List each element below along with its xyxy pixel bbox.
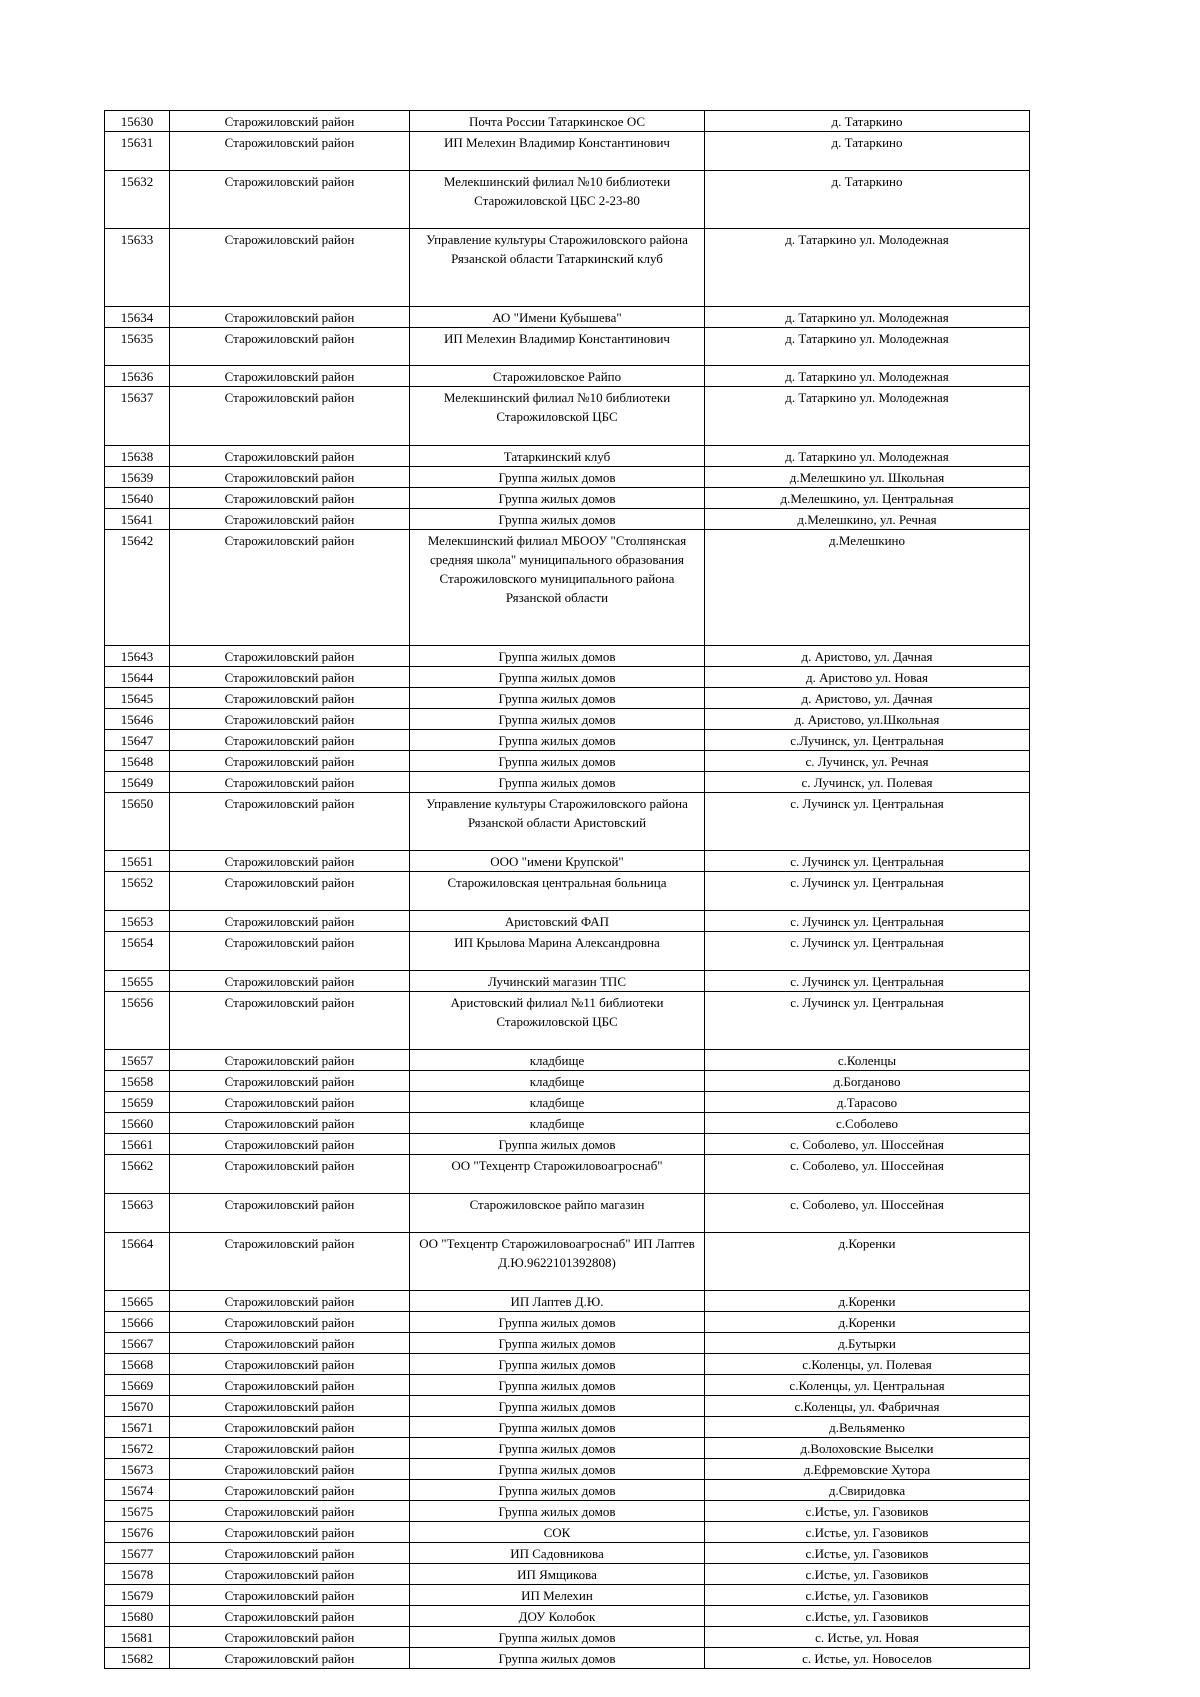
cell-district: Старожиловский район <box>170 466 410 487</box>
table-row <box>105 1605 1030 1626</box>
records-table <box>104 110 1030 1669</box>
cell-district: Старожиловский район <box>170 170 410 228</box>
cell-district: Старожиловский район <box>170 1437 410 1458</box>
cell-address: с. Соболево, ул. Шоссейная <box>705 1133 1030 1154</box>
cell-district: Старожиловский район <box>170 910 410 931</box>
cell-number: 15676 <box>105 1521 170 1542</box>
cell-number: 15682 <box>105 1647 170 1668</box>
cell-district: Старожиловский район <box>170 1626 410 1647</box>
records-table-body <box>105 111 1030 1669</box>
cell-number: 15669 <box>105 1374 170 1395</box>
cell-address: д.Коренки <box>705 1290 1030 1311</box>
cell-organization: Группа жилых домов <box>410 508 705 529</box>
cell-district: Старожиловский район <box>170 508 410 529</box>
cell-district: Старожиловский район <box>170 708 410 729</box>
cell-organization: Группа жилых домов <box>410 487 705 508</box>
cell-address: с. Истье, ул. Новая <box>705 1626 1030 1647</box>
cell-address: д. Татаркино ул. Молодежная <box>705 387 1030 445</box>
table-row <box>105 910 1030 931</box>
cell-number: 15645 <box>105 687 170 708</box>
cell-address: с.Коленцы, ул. Фабричная <box>705 1395 1030 1416</box>
cell-organization: Группа жилых домов <box>410 1395 705 1416</box>
cell-district: Старожиловский район <box>170 1154 410 1193</box>
cell-organization: Аристовский ФАП <box>410 910 705 931</box>
cell-organization: Управление культуры Старожиловского района Рязанской области Татаркинский клуб <box>410 228 705 306</box>
cell-district: Старожиловский район <box>170 1479 410 1500</box>
cell-number: 15650 <box>105 792 170 850</box>
table-row <box>105 1563 1030 1584</box>
cell-number: 15661 <box>105 1133 170 1154</box>
cell-organization: Мелекшинский филиал МБООУ "Столпянская средняя школа" муниципального образования Старожиловского муниципального района Рязанской области <box>410 529 705 645</box>
table-row <box>105 1626 1030 1647</box>
table-row <box>105 872 1030 911</box>
cell-address: д.Коренки <box>705 1311 1030 1332</box>
cell-address: д.Мелешкино ул. Школьная <box>705 466 1030 487</box>
cell-address: д.Коренки <box>705 1232 1030 1290</box>
table-row <box>105 851 1030 872</box>
cell-number: 15657 <box>105 1049 170 1070</box>
cell-district: Старожиловский район <box>170 750 410 771</box>
cell-district: Старожиловский район <box>170 1584 410 1605</box>
cell-number: 15670 <box>105 1395 170 1416</box>
cell-number: 15656 <box>105 991 170 1049</box>
cell-number: 15671 <box>105 1416 170 1437</box>
cell-address: с.Соболево <box>705 1112 1030 1133</box>
cell-district: Старожиловский район <box>170 687 410 708</box>
cell-number: 15649 <box>105 771 170 792</box>
cell-number: 15678 <box>105 1563 170 1584</box>
cell-number: 15634 <box>105 306 170 327</box>
cell-district: Старожиловский район <box>170 645 410 666</box>
cell-organization: Группа жилых домов <box>410 645 705 666</box>
cell-address: с. Истье, ул. Новоселов <box>705 1647 1030 1668</box>
cell-organization: Группа жилых домов <box>410 1437 705 1458</box>
cell-district: Старожиловский район <box>170 729 410 750</box>
table-row <box>105 1112 1030 1133</box>
cell-district: Старожиловский район <box>170 1070 410 1091</box>
cell-district: Старожиловский район <box>170 1395 410 1416</box>
cell-organization: ОО "Техцентр Старожиловоагроснаб" <box>410 1154 705 1193</box>
cell-address: д.Мелешкино, ул. Речная <box>705 508 1030 529</box>
table-row <box>105 529 1030 645</box>
cell-district: Старожиловский район <box>170 445 410 466</box>
table-row <box>105 666 1030 687</box>
table-row <box>105 445 1030 466</box>
cell-number: 15639 <box>105 466 170 487</box>
cell-address: с.Истье, ул. Газовиков <box>705 1584 1030 1605</box>
cell-number: 15666 <box>105 1311 170 1332</box>
cell-organization: кладбище <box>410 1049 705 1070</box>
cell-address: д.Мелешкино, ул. Центральная <box>705 487 1030 508</box>
cell-district: Старожиловский район <box>170 1521 410 1542</box>
cell-address: с. Соболево, ул. Шоссейная <box>705 1193 1030 1232</box>
cell-district: Старожиловский район <box>170 771 410 792</box>
table-row <box>105 1133 1030 1154</box>
cell-district: Старожиловский район <box>170 228 410 306</box>
cell-address: с. Лучинск ул. Центральная <box>705 991 1030 1049</box>
cell-organization: АО "Имени Кубышева" <box>410 306 705 327</box>
cell-district: Старожиловский район <box>170 387 410 445</box>
cell-district: Старожиловский район <box>170 1563 410 1584</box>
cell-address: с. Лучинск ул. Центральная <box>705 931 1030 970</box>
cell-number: 15681 <box>105 1626 170 1647</box>
cell-organization: Группа жилых домов <box>410 666 705 687</box>
cell-organization: кладбище <box>410 1112 705 1133</box>
cell-number: 15632 <box>105 170 170 228</box>
table-row <box>105 327 1030 366</box>
cell-address: д. Татаркино <box>705 132 1030 171</box>
cell-district: Старожиловский район <box>170 792 410 850</box>
table-row <box>105 1521 1030 1542</box>
cell-number: 15641 <box>105 508 170 529</box>
cell-district: Старожиловский район <box>170 487 410 508</box>
cell-address: с.Истье, ул. Газовиков <box>705 1563 1030 1584</box>
cell-address: с. Лучинск ул. Центральная <box>705 910 1030 931</box>
cell-district: Старожиловский район <box>170 1500 410 1521</box>
cell-number: 15677 <box>105 1542 170 1563</box>
cell-address: с.Лучинск, ул. Центральная <box>705 729 1030 750</box>
cell-district: Старожиловский район <box>170 1542 410 1563</box>
cell-address: д.Волоховские Выселки <box>705 1437 1030 1458</box>
cell-organization: Группа жилых домов <box>410 1374 705 1395</box>
cell-organization: СОК <box>410 1521 705 1542</box>
cell-number: 15664 <box>105 1232 170 1290</box>
cell-address: с. Лучинск ул. Центральная <box>705 851 1030 872</box>
cell-number: 15675 <box>105 1500 170 1521</box>
cell-organization: Старожиловская центральная больница <box>410 872 705 911</box>
cell-district: Старожиловский район <box>170 1193 410 1232</box>
cell-district: Старожиловский район <box>170 991 410 1049</box>
cell-number: 15679 <box>105 1584 170 1605</box>
cell-address: д.Богданово <box>705 1070 1030 1091</box>
cell-organization: Группа жилых домов <box>410 687 705 708</box>
table-row <box>105 1416 1030 1437</box>
cell-organization: Группа жилых домов <box>410 1458 705 1479</box>
cell-district: Старожиловский район <box>170 1049 410 1070</box>
cell-number: 15652 <box>105 872 170 911</box>
cell-organization: Старожиловское Райпо <box>410 366 705 387</box>
cell-district: Старожиловский район <box>170 132 410 171</box>
cell-district: Старожиловский район <box>170 1416 410 1437</box>
cell-number: 15668 <box>105 1353 170 1374</box>
table-row <box>105 1500 1030 1521</box>
cell-address: д. Аристово, ул. Дачная <box>705 645 1030 666</box>
cell-district: Старожиловский район <box>170 1332 410 1353</box>
table-row <box>105 1542 1030 1563</box>
cell-number: 15655 <box>105 970 170 991</box>
cell-address: с.Коленцы, ул. Полевая <box>705 1353 1030 1374</box>
cell-number: 15651 <box>105 851 170 872</box>
cell-organization: Группа жилых домов <box>410 1311 705 1332</box>
table-row <box>105 132 1030 171</box>
cell-organization: Группа жилых домов <box>410 1626 705 1647</box>
table-row <box>105 1647 1030 1668</box>
cell-number: 15638 <box>105 445 170 466</box>
cell-district: Старожиловский район <box>170 1374 410 1395</box>
cell-organization: Аристовский филиал №11 библиотеки Старожиловской ЦБС <box>410 991 705 1049</box>
cell-organization: кладбище <box>410 1070 705 1091</box>
cell-number: 15646 <box>105 708 170 729</box>
cell-organization: Мелекшинский филиал №10 библиотеки Старожиловской ЦБС 2-23-80 <box>410 170 705 228</box>
cell-number: 15665 <box>105 1290 170 1311</box>
table-row <box>105 487 1030 508</box>
cell-organization: Группа жилых домов <box>410 1500 705 1521</box>
table-row <box>105 170 1030 228</box>
cell-district: Старожиловский район <box>170 1647 410 1668</box>
cell-number: 15654 <box>105 931 170 970</box>
cell-address: с.Истье, ул. Газовиков <box>705 1500 1030 1521</box>
cell-district: Старожиловский район <box>170 306 410 327</box>
cell-address: д. Татаркино ул. Молодежная <box>705 366 1030 387</box>
cell-organization: ИП Лаптев Д.Ю. <box>410 1290 705 1311</box>
table-row <box>105 1458 1030 1479</box>
cell-organization: Группа жилых домов <box>410 466 705 487</box>
cell-organization: Группа жилых домов <box>410 771 705 792</box>
cell-organization: кладбище <box>410 1091 705 1112</box>
table-row <box>105 1091 1030 1112</box>
cell-district: Старожиловский район <box>170 1133 410 1154</box>
table-row <box>105 708 1030 729</box>
table-row <box>105 931 1030 970</box>
cell-number: 15647 <box>105 729 170 750</box>
cell-organization: ИП Крылова Марина Александровна <box>410 931 705 970</box>
cell-address: д.Ефремовские Хутора <box>705 1458 1030 1479</box>
cell-district: Старожиловский район <box>170 851 410 872</box>
cell-number: 15672 <box>105 1437 170 1458</box>
cell-address: д. Татаркино ул. Молодежная <box>705 228 1030 306</box>
cell-district: Старожиловский район <box>170 1605 410 1626</box>
cell-number: 15658 <box>105 1070 170 1091</box>
table-row <box>105 970 1030 991</box>
table-row <box>105 306 1030 327</box>
cell-district: Старожиловский район <box>170 366 410 387</box>
table-row <box>105 111 1030 132</box>
cell-organization: Группа жилых домов <box>410 1353 705 1374</box>
cell-address: с.Коленцы, ул. Центральная <box>705 1374 1030 1395</box>
cell-number: 15631 <box>105 132 170 171</box>
cell-address: д. Аристово ул. Новая <box>705 666 1030 687</box>
cell-address: с.Истье, ул. Газовиков <box>705 1521 1030 1542</box>
cell-organization: ИП Ямщикова <box>410 1563 705 1584</box>
table-row <box>105 750 1030 771</box>
cell-address: д.Мелешкино <box>705 529 1030 645</box>
cell-organization: Группа жилых домов <box>410 750 705 771</box>
cell-address: д. Аристово, ул.Школьная <box>705 708 1030 729</box>
cell-number: 15674 <box>105 1479 170 1500</box>
table-row <box>105 1290 1030 1311</box>
cell-address: д.Вельяменко <box>705 1416 1030 1437</box>
cell-number: 15648 <box>105 750 170 771</box>
cell-district: Старожиловский район <box>170 327 410 366</box>
cell-number: 15662 <box>105 1154 170 1193</box>
cell-district: Старожиловский район <box>170 931 410 970</box>
cell-number: 15637 <box>105 387 170 445</box>
cell-district: Старожиловский район <box>170 666 410 687</box>
cell-number: 15636 <box>105 366 170 387</box>
cell-district: Старожиловский район <box>170 529 410 645</box>
cell-number: 15635 <box>105 327 170 366</box>
cell-address: с.Истье, ул. Газовиков <box>705 1605 1030 1626</box>
table-row <box>105 466 1030 487</box>
cell-organization: Группа жилых домов <box>410 1479 705 1500</box>
cell-number: 15630 <box>105 111 170 132</box>
cell-organization: ООО "имени Крупской" <box>410 851 705 872</box>
cell-organization: Группа жилых домов <box>410 729 705 750</box>
cell-organization: ИП Мелехин Владимир Константинович <box>410 327 705 366</box>
cell-address: д.Свиридовка <box>705 1479 1030 1500</box>
cell-number: 15640 <box>105 487 170 508</box>
cell-district: Старожиловский район <box>170 970 410 991</box>
table-row <box>105 1232 1030 1290</box>
table-row <box>105 1154 1030 1193</box>
cell-organization: Татаркинский клуб <box>410 445 705 466</box>
cell-organization: ИП Садовникова <box>410 1542 705 1563</box>
cell-organization: Группа жилых домов <box>410 1416 705 1437</box>
table-row <box>105 792 1030 850</box>
cell-address: с. Лучинск ул. Центральная <box>705 970 1030 991</box>
cell-number: 15653 <box>105 910 170 931</box>
cell-number: 15680 <box>105 1605 170 1626</box>
cell-address: д. Татаркино ул. Молодежная <box>705 445 1030 466</box>
table-row <box>105 645 1030 666</box>
table-row <box>105 366 1030 387</box>
cell-address: с. Соболево, ул. Шоссейная <box>705 1154 1030 1193</box>
table-row <box>105 729 1030 750</box>
cell-organization: Группа жилых домов <box>410 1133 705 1154</box>
cell-organization: Управление культуры Старожиловского района Рязанской области Аристовский <box>410 792 705 850</box>
cell-organization: Старожиловское райпо магазин <box>410 1193 705 1232</box>
table-row <box>105 1311 1030 1332</box>
table-row <box>105 991 1030 1049</box>
table-row <box>105 1374 1030 1395</box>
cell-address: с.Истье, ул. Газовиков <box>705 1542 1030 1563</box>
cell-address: д. Татаркино <box>705 170 1030 228</box>
table-row <box>105 1584 1030 1605</box>
cell-district: Старожиловский район <box>170 1290 410 1311</box>
cell-organization: Группа жилых домов <box>410 1332 705 1353</box>
cell-district: Старожиловский район <box>170 1232 410 1290</box>
cell-number: 15633 <box>105 228 170 306</box>
cell-address: с. Лучинск ул. Центральная <box>705 872 1030 911</box>
cell-number: 15643 <box>105 645 170 666</box>
cell-organization: ИП Мелехин <box>410 1584 705 1605</box>
cell-district: Старожиловский район <box>170 1458 410 1479</box>
cell-number: 15642 <box>105 529 170 645</box>
cell-organization: Мелекшинский филиал №10 библиотеки Старожиловской ЦБС <box>410 387 705 445</box>
cell-address: с.Коленцы <box>705 1049 1030 1070</box>
cell-organization: ДОУ Колобок <box>410 1605 705 1626</box>
cell-number: 15659 <box>105 1091 170 1112</box>
cell-address: с. Лучинск, ул. Полевая <box>705 771 1030 792</box>
table-row <box>105 1049 1030 1070</box>
cell-number: 15644 <box>105 666 170 687</box>
cell-organization: Лучинский магазин ТПС <box>410 970 705 991</box>
cell-number: 15663 <box>105 1193 170 1232</box>
table-row <box>105 1193 1030 1232</box>
cell-address: д.Тарасово <box>705 1091 1030 1112</box>
cell-address: д. Татаркино ул. Молодежная <box>705 306 1030 327</box>
cell-address: с. Лучинск ул. Центральная <box>705 792 1030 850</box>
table-row <box>105 1479 1030 1500</box>
table-row <box>105 1437 1030 1458</box>
cell-district: Старожиловский район <box>170 1311 410 1332</box>
cell-address: д. Аристово, ул. Дачная <box>705 687 1030 708</box>
table-row <box>105 1332 1030 1353</box>
table-row <box>105 687 1030 708</box>
cell-district: Старожиловский район <box>170 1353 410 1374</box>
cell-number: 15673 <box>105 1458 170 1479</box>
cell-organization: Почта России Татаркинское ОС <box>410 111 705 132</box>
cell-address: д. Татаркино ул. Молодежная <box>705 327 1030 366</box>
table-row <box>105 771 1030 792</box>
cell-organization: Группа жилых домов <box>410 708 705 729</box>
cell-district: Старожиловский район <box>170 111 410 132</box>
cell-district: Старожиловский район <box>170 872 410 911</box>
table-row <box>105 1353 1030 1374</box>
cell-address: д. Татаркино <box>705 111 1030 132</box>
table-row <box>105 1395 1030 1416</box>
cell-address: с. Лучинск, ул. Речная <box>705 750 1030 771</box>
table-row <box>105 508 1030 529</box>
table-row <box>105 1070 1030 1091</box>
cell-address: д.Бутырки <box>705 1332 1030 1353</box>
cell-district: Старожиловский район <box>170 1091 410 1112</box>
cell-district: Старожиловский район <box>170 1112 410 1133</box>
table-row <box>105 387 1030 445</box>
cell-organization: ОО "Техцентр Старожиловоагроснаб" ИП Лаптев Д.Ю.9622101392808) <box>410 1232 705 1290</box>
cell-number: 15660 <box>105 1112 170 1133</box>
cell-number: 15667 <box>105 1332 170 1353</box>
cell-organization: Группа жилых домов <box>410 1647 705 1668</box>
table-row <box>105 228 1030 306</box>
cell-organization: ИП Мелехин Владимир Константинович <box>410 132 705 171</box>
